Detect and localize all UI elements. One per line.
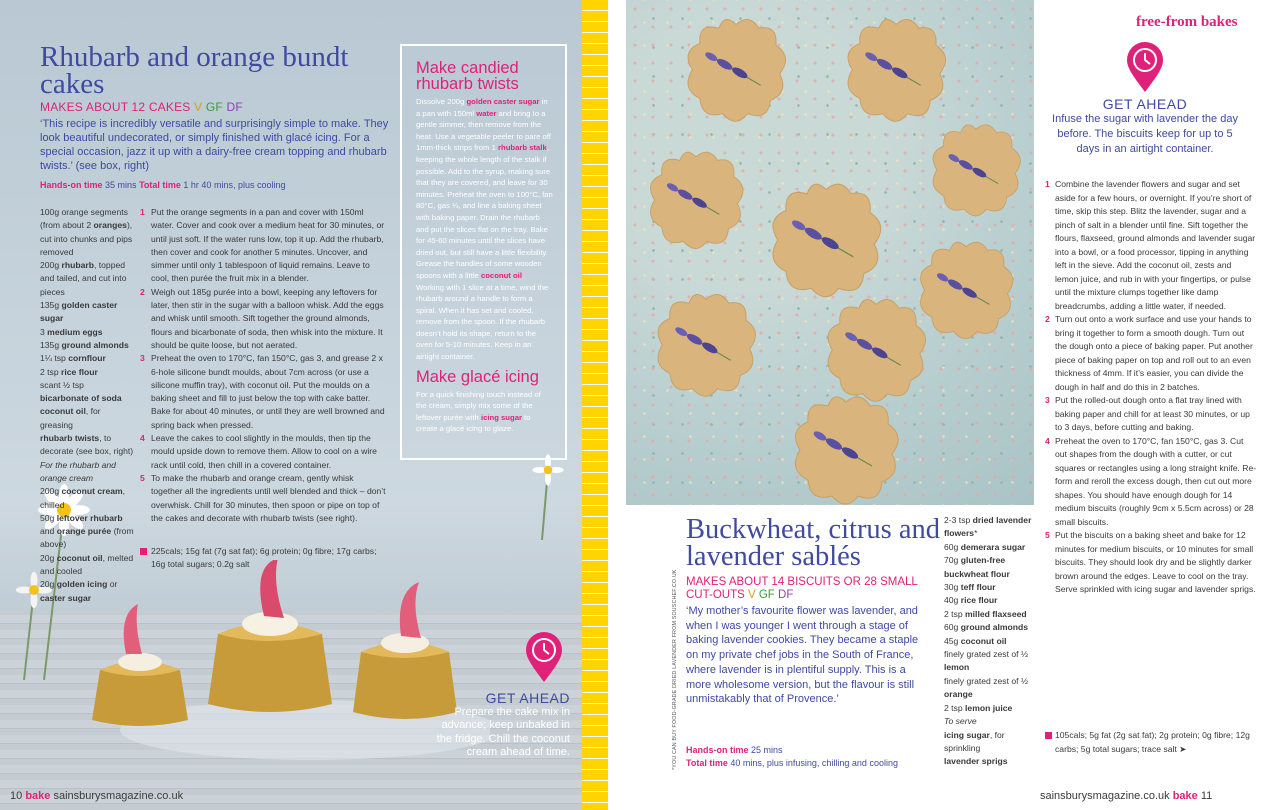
total-time-label: Total time xyxy=(686,757,728,768)
ingredient-item: For the rhubarb and orange cream xyxy=(40,459,116,483)
footer-section: bake xyxy=(1172,790,1198,802)
ingredient-item: rhubarb twists, to decorate (see box, right) xyxy=(40,433,134,457)
ingredient-item: coconut oil, for greasing xyxy=(40,406,101,430)
method-step xyxy=(1045,529,1257,597)
method-list-right xyxy=(1045,178,1257,597)
page-number: 10 xyxy=(10,790,23,802)
footer-right xyxy=(1040,790,1212,802)
get-ahead-title: GET AHEAD xyxy=(485,690,570,706)
ingredient-item: 50g leftover rhubarb and orange purée (from above) xyxy=(40,512,134,550)
serves-line-right xyxy=(686,576,926,602)
step-number: 4 xyxy=(1045,435,1050,446)
get-ahead-box-left xyxy=(430,632,570,760)
sables-illustration xyxy=(626,0,1034,505)
serves-line xyxy=(40,100,243,114)
ingredient-item: To serve xyxy=(944,716,977,727)
page-spine xyxy=(582,0,608,810)
candied-rhubarb-box xyxy=(400,44,567,460)
get-ahead-title: GET AHEAD xyxy=(1102,96,1188,112)
footer-left xyxy=(10,790,183,802)
step-number: 1 xyxy=(1045,179,1050,189)
footer-site: sainsburysmagazine.co.uk xyxy=(53,790,184,802)
left-page xyxy=(0,0,582,810)
times-line-right xyxy=(686,744,898,769)
step-text: Put the orange segments in a pan and cover with 150ml water. Cover and cook over a medium heat for 30 minutes, or until just soft. If the water runs low, top it up. Add the rhubarb, then cover and cook for another 5 minutes. Uncover, and simmer until only 1 tablespoon of liquid remains. Leave to cool, then purée the fruit mix in a blender. xyxy=(151,207,385,284)
glace-icing-text: For a quick finishing touch instead of the cream, simply mix some of the leftover purée with icing sugar to create a glacé icing to glaze. xyxy=(416,389,541,434)
ingredient-item: 2 tsp milled flaxseed xyxy=(944,608,1027,619)
method-list xyxy=(140,206,386,525)
daisy-flower-right-image xyxy=(528,450,582,540)
total-time-label: Total time xyxy=(139,180,181,190)
ingredient-item: 135g golden caster sugar xyxy=(40,300,118,324)
step-text: Preheat the oven to 170°C, fan 150°C, gas 3, and grease 2 x 6-hole silicone bundt moulds, about 7cm across (or use a silicone muffin tray), with coconut oil. Put the moulds on a baking sheet and fill to just below the top with cake batter. Bake for about 40 minutes, or until they are well browned and spring back when pressed. xyxy=(151,353,385,430)
step-text: Weigh out 185g purée into a bowl, keeping any leftovers for later, then stir in the sugar with a balloon whisk. Add the eggs and whisk until smooth. Sift together the ground almonds, flours and bicarbonate of soda, then whisk into the mixture. It should be quite loose, but not aerated. xyxy=(151,286,384,350)
get-ahead-box-right xyxy=(1048,40,1242,157)
lavender-sables-photo xyxy=(626,0,1034,505)
clock-pin-icon xyxy=(1125,40,1165,94)
total-time-value: 40 mins, plus infusing, chilling and cooling xyxy=(730,757,898,768)
step-text: Preheat the oven to 170°C, fan 150°C, gas 3. Cut out shapes from the dough with a cutter, or cut squares or rectangles using a long straight knife. Re-form and reroll the excess dough, then cut out more shapes. You should have enough dough for 14 medium biscuits (roughly 9cm x 5.5cm across) or 28 small biscuits. xyxy=(1055,435,1257,527)
hands-on-value: 35 mins xyxy=(105,180,137,190)
nutrition-info-right: 105cals; 5g fat (2g sat fat); 2g protein; 0g fibre; 12g carbs; 5g total sugars; trace salt ➤ xyxy=(1045,729,1255,756)
dairy-free-tag: DF xyxy=(778,589,794,601)
step-number: 5 xyxy=(140,472,145,483)
hands-on-label: Hands-on time xyxy=(686,745,749,755)
ingredient-item: 3 medium eggs xyxy=(40,326,103,337)
section-heading: free-from bakes xyxy=(1136,14,1238,30)
clock-pin-icon xyxy=(524,630,564,684)
method-step xyxy=(140,432,386,472)
dairy-free-tag: DF xyxy=(226,100,243,114)
recipe-intro: ‘This recipe is incredibly versatile and surprisingly simple to make. They look beautiful undecorated, or simply finished with glacé icing. For a special occasion, jazz it up with a dairy-free cream topping and rhubarb twists.’ (see box, right) xyxy=(40,118,389,172)
method-step xyxy=(140,352,386,432)
times-line xyxy=(40,180,285,190)
step-number: 5 xyxy=(1045,530,1050,540)
ingredient-item: 135g ground almonds xyxy=(40,339,129,350)
ingredient-item: 200g rhubarb, topped and tailed, and cut into pieces xyxy=(40,260,127,297)
ingredient-item: 20g coconut oil, melted and cooled xyxy=(40,552,134,577)
nutrition-info: 225cals; 15g fat (7g sat fat); 6g protein; 0g fibre; 17g carbs; 16g total sugars; 0.2g salt xyxy=(140,545,386,572)
method-step xyxy=(1045,313,1257,394)
footer-section: bake xyxy=(25,790,51,802)
ingredients-list-right xyxy=(944,514,1039,769)
ingredient-item: 2-3 tsp dried lavender flowers* xyxy=(944,515,1032,539)
vegetarian-tag: V xyxy=(747,589,756,601)
step-number: 3 xyxy=(140,353,145,364)
get-ahead-text: Prepare the cake mix in advance; keep unbaked in the fridge. Chill the coconut cream ahead of time. xyxy=(436,706,570,759)
method-step xyxy=(140,286,386,352)
step-text: Leave the cakes to cool slightly in the moulds, then tip the mould upside down to remove them. Allow to cool on a wire rack until cold, then chill in a covered container. xyxy=(151,433,377,470)
get-ahead-text: Infuse the sugar with lavender the day before. The biscuits keep for up to 5 days in an airtight container. xyxy=(1052,113,1238,155)
recipe-title: Rhubarb and orange bundt cakes xyxy=(40,41,349,100)
gluten-free-tag: GF xyxy=(205,100,223,114)
ingredient-item: 200g coconut cream, chilled xyxy=(40,486,126,510)
candied-box-title: Make candied rhubarb twists xyxy=(416,59,519,93)
ingredient-item: 40g rice flour xyxy=(944,595,998,606)
serves-text: MAKES ABOUT 14 BISCUITS OR 28 SMALL CUT-OUTS xyxy=(686,576,918,601)
ingredient-item: lavender sprigs xyxy=(944,756,1008,767)
step-text: To make the rhubarb and orange cream, gently whisk together all the ingredients until well blended and thick – don’t overwhisk. Chill for 30 minutes, then spoon or pipe on top of the cakes and decorate with rhubarb twists (see right). xyxy=(151,472,386,523)
serves-text: MAKES ABOUT 12 CAKES xyxy=(40,100,191,114)
ingredient-item: 100g orange segments (from about 2 oranges), cut into chunks and pips removed xyxy=(40,207,133,257)
method-step xyxy=(140,206,386,286)
step-text: Combine the lavender flowers and sugar and set aside for a few hours, or overnight. If you’re short of time, skip this step. Blitz the lavender, sugar and a pinch of salt in a blender until fine. Sift together the flours, flaxseed, ground almonds and lavender sugar into a bowl, or a food processor, tipping in anything left in the sieve. Add the coconut oil, zests and lemon juice, and rub in with your fingertips, or pulse until the mixture clumps together like damp breadcrumbs, adding a little water, if needed. xyxy=(1055,179,1256,311)
ingredient-item: 45g coconut oil xyxy=(944,635,1007,646)
ingredient-item: 20g golden icing or caster sugar xyxy=(40,579,118,603)
gluten-free-tag: GF xyxy=(758,589,775,601)
ingredient-item: 2 tsp rice flour xyxy=(40,366,98,377)
ingredient-item: icing sugar, for sprinkling xyxy=(944,729,1005,753)
page-number: 11 xyxy=(1200,790,1213,802)
step-number: 1 xyxy=(140,207,145,217)
ingredient-item: 70g gluten-free buckwheat flour xyxy=(944,555,1010,579)
ingredient-item: scant ½ tsp bicarbonate of soda xyxy=(40,379,122,404)
ingredient-item: 2 tsp lemon juice xyxy=(944,702,1013,713)
ingredient-item: 1¼ tsp cornflour xyxy=(40,353,106,364)
glace-icing-title: Make glacé icing xyxy=(416,367,539,386)
total-time-value: 1 hr 40 mins, plus cooling xyxy=(183,180,286,190)
recipe-intro-right: ‘My mother’s favourite flower was lavender, and when I was younger I went through a stage of baking lavender cookies. They became a staple on my private chef jobs in the South of France, where lavender is in plentiful supply. This is a more wholesome version, but the flavour is still unmistakably that of Provence.’ xyxy=(686,605,919,706)
candied-box-text: Dissolve 200g golden caster sugar in a pan with 150ml water and bring to a gentle simmer, then remove from the heat. Use a vegetable peeler to pare off 1mm-thick strips from 1 rhubarb stalk, keeping the whole length of the stalk if possible. Add to the syrup, making sure that they are covered, and leave for 30 minutes. Preheat the oven to 100°C, fan 80°C, gas ¼, and line a baking sheet with baking paper. Drain the rhubarb and put the slices flat on the tray. Bake for 45-60 minutes until the slices have dried out, but still have a little flexibility. Grease the handles of some wooden spoons with a little coconut oil. Working with 1 slice at a time, wind the rhubarb around a handle to form a spiral. When it has set and cooled, remove from the spoon. If the rhubarb doesn’t hold its shape, return to the oven for 5-10 minutes. Keep in an airtight container. xyxy=(416,97,553,362)
step-number: 4 xyxy=(140,433,145,444)
vegetarian-tag: V xyxy=(194,100,203,114)
ingredient-item: 60g demerara sugar xyxy=(944,541,1026,552)
recipe-title-right: Buckwheat, citrus and lavender sablés xyxy=(686,514,941,572)
method-step xyxy=(1045,435,1257,530)
method-step xyxy=(140,472,386,525)
step-text: Turn out onto a work surface and use your hands to bring it together to form a smooth dough. Turn out the dough onto a piece of baking paper. Put another piece of baking paper on top and roll out to an even thickness of 4mm. If it’s easier, you can divide the dough in half and do this in 2 batches. xyxy=(1055,314,1253,392)
lavender-credit-text: *YOU CAN BUY FOOD-GRADE DRIED LAVENDER FROM SOUSCHEF.CO.UK xyxy=(672,569,678,770)
method-step xyxy=(1045,178,1257,313)
ingredient-item: 60g ground almonds xyxy=(944,622,1029,633)
hands-on-label: Hands-on time xyxy=(40,180,103,190)
ingredient-item: finely grated zest of ½ orange xyxy=(944,675,1029,700)
step-number: 2 xyxy=(1045,314,1050,324)
footer-site: sainsburysmagazine.co.uk xyxy=(1040,790,1170,802)
step-text: Put the rolled-out dough onto a flat tray lined with baking paper and chill for at least 30 minutes, or up to 3 days, before cutting and baking. xyxy=(1055,395,1250,432)
ingredient-item: finely grated zest of ½ lemon xyxy=(944,649,1029,673)
step-text: Put the biscuits on a baking sheet and bake for 12 minutes for medium biscuits, or 10 minutes for small biscuits. They should look dry and be slightly darker brown around the edges. Leave to cool on the tray. Serve sprinkled with icing sugar and lavender sprigs. xyxy=(1055,530,1256,594)
ingredients-list xyxy=(40,206,134,605)
step-number: 3 xyxy=(1045,395,1050,405)
ingredient-item: 30g teff flour xyxy=(944,582,996,593)
hands-on-value: 25 mins xyxy=(751,745,783,755)
step-number: 2 xyxy=(140,286,145,297)
method-step xyxy=(1045,394,1257,435)
